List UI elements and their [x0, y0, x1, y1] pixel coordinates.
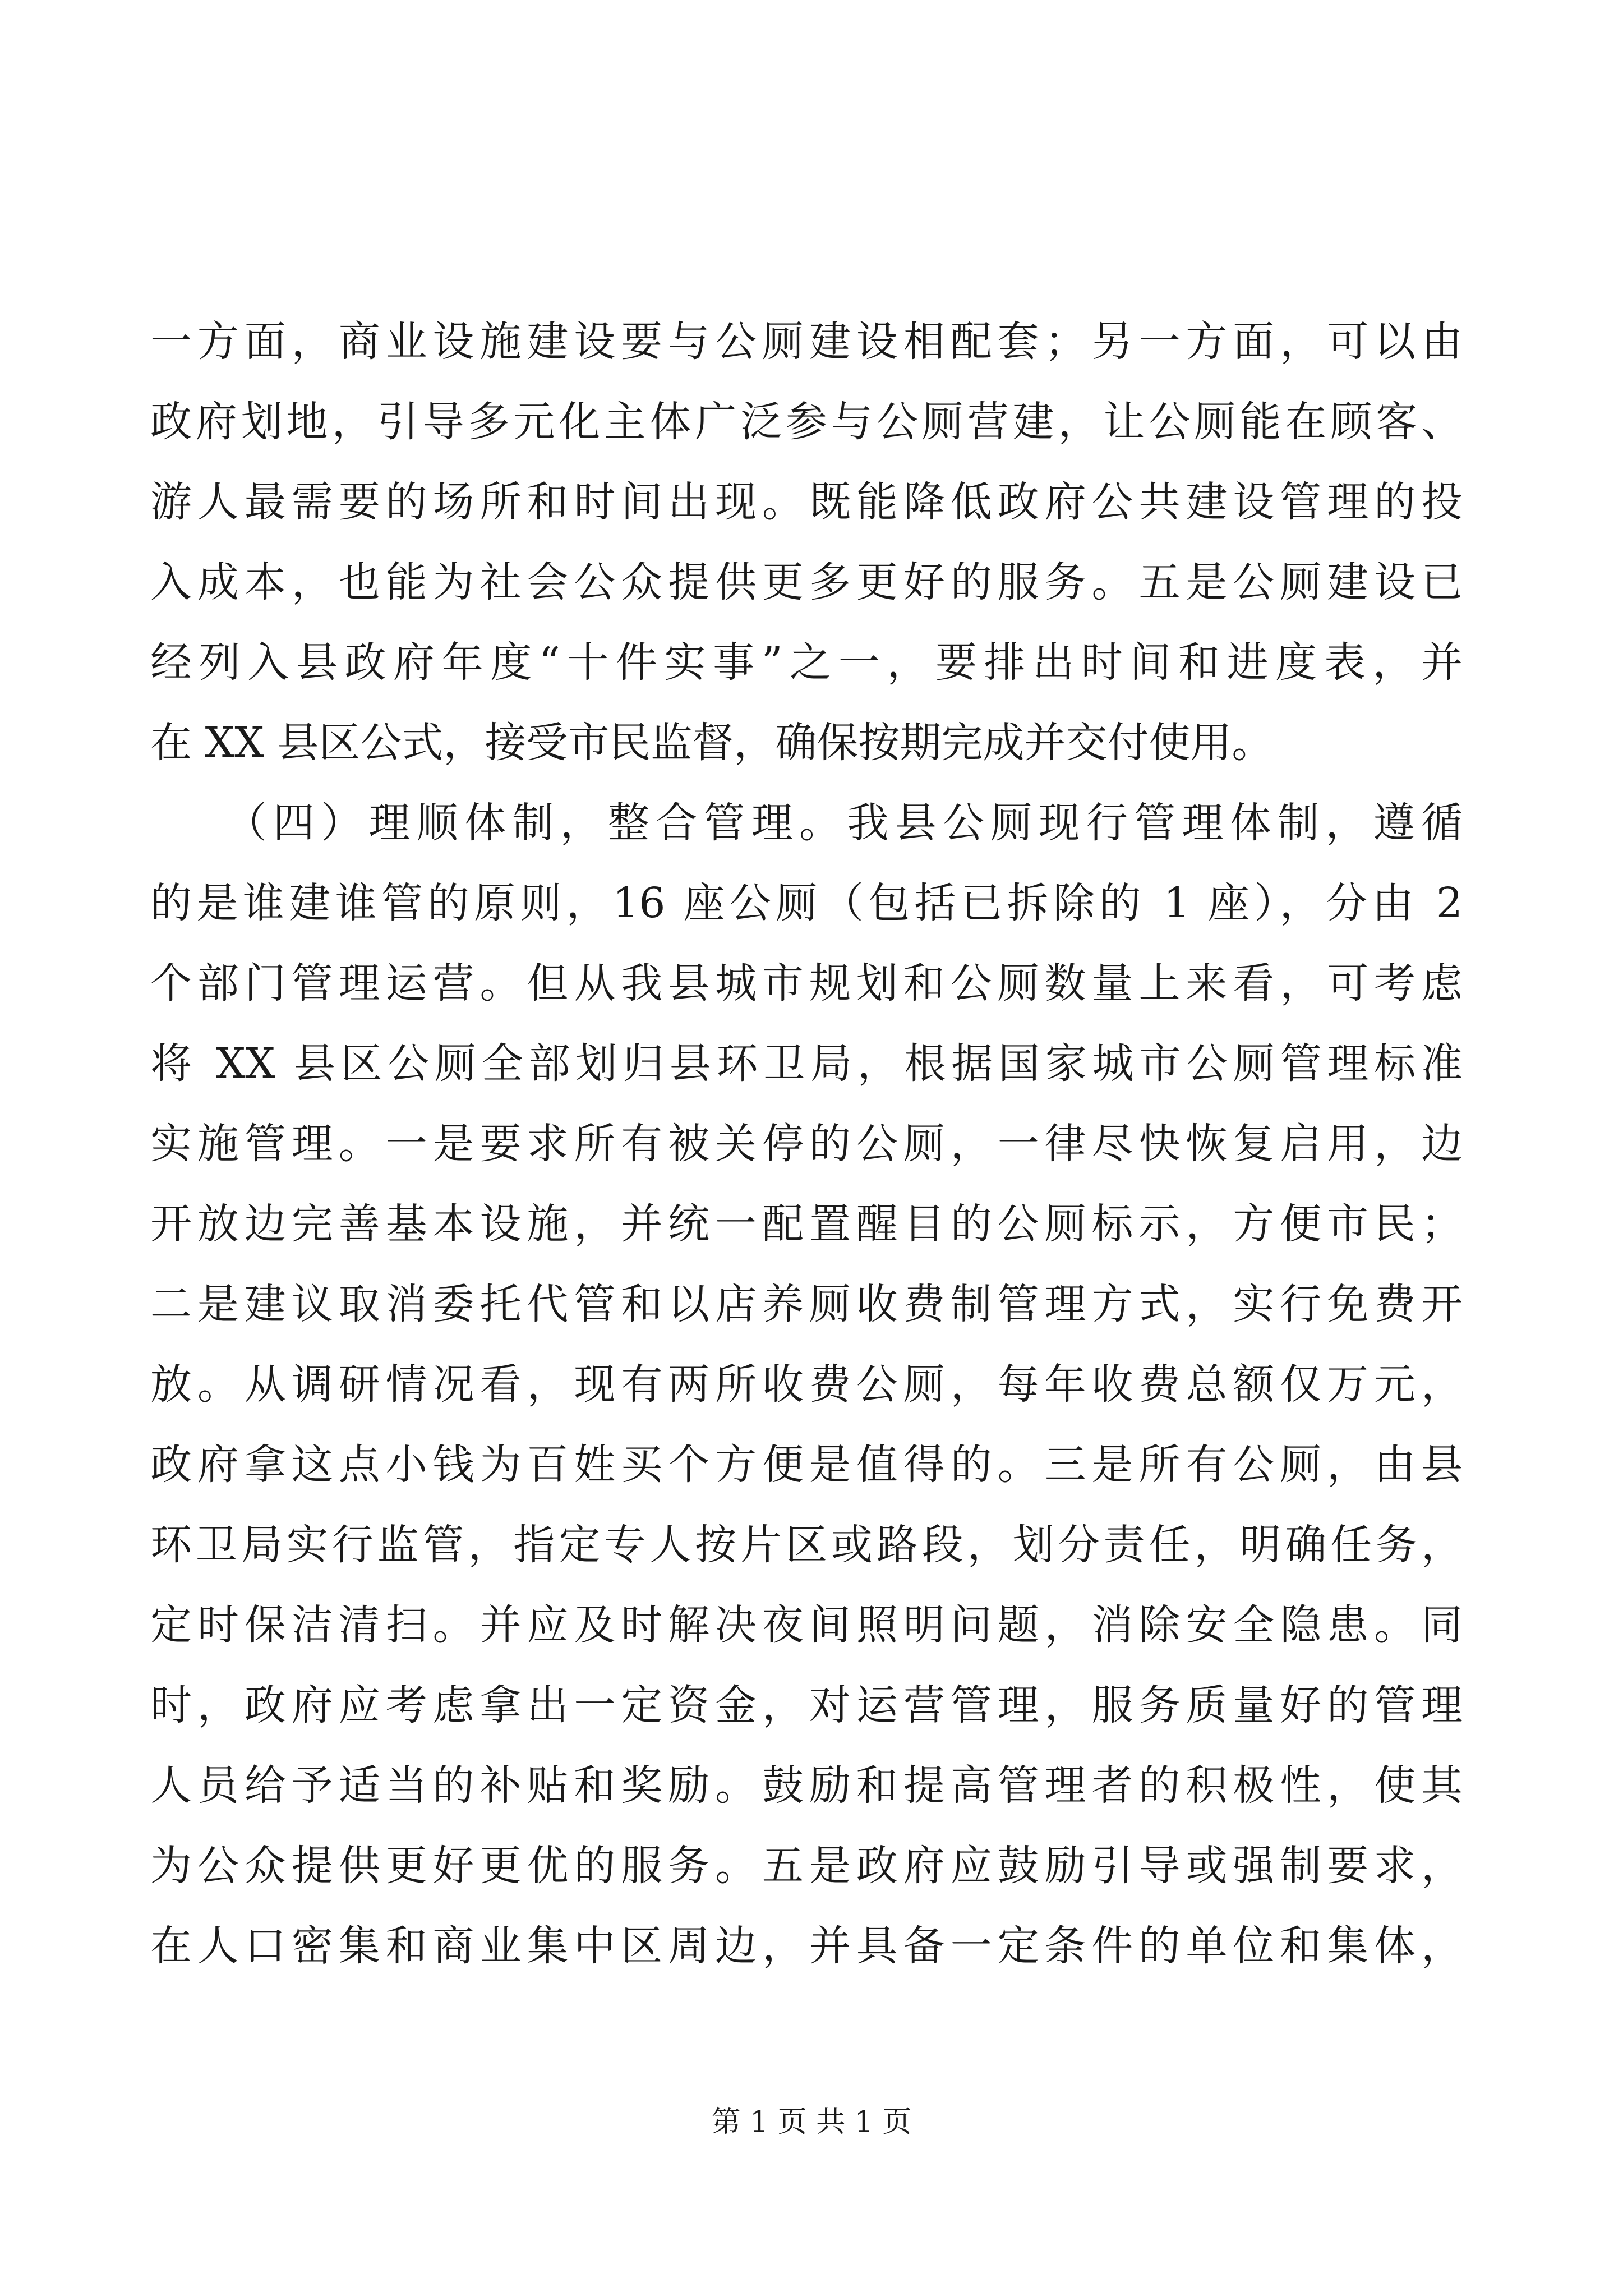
- text-line-21: 在人口密集和商业集中区周边，并具备一定条件的单位和集体，: [150, 1922, 1463, 1970]
- page-footer: 第 1 页 共 1 页: [711, 2105, 912, 2139]
- body-text: [150, 302, 1463, 1986]
- text-line-16: 环卫局实行监管，指定专人按片区或路段，划分责任，明确任务，: [150, 1521, 1463, 1569]
- text-line-8: 的是谁建谁管的原则，16 座公厕（包括已拆除的 1 座），分由 2: [150, 879, 1463, 927]
- text-line-12: 开放边完善基本设施，并统一配置醒目的公厕标示，方便市民；: [150, 1200, 1463, 1248]
- text-line-4: 入成本，也能为社会公众提供更多更好的服务。五是公厕建设已: [150, 558, 1463, 606]
- text-line-15: 政府拿这点小钱为百姓买个方便是值得的。三是所有公厕，由县: [150, 1441, 1463, 1489]
- text-line-10: 将 XX 县区公厕全部划归县环卫局，根据国家城市公厕管理标准: [150, 1039, 1463, 1088]
- text-line-13: 二是建议取消委托代管和以店养厕收费制管理方式，实行免费开: [150, 1280, 1463, 1328]
- text-line-17: 定时保洁清扫。并应及时解决夜间照明问题，消除安全隐患。同: [150, 1601, 1463, 1649]
- text-line-6: 在 XX 县区公式，接受市民监督，确保按期完成并交付使用。: [150, 719, 1274, 767]
- text-line-3: 游人最需要的场所和时间出现。既能降低政府公共建设管理的投: [150, 478, 1463, 526]
- text-line-19: 人员给予适当的补贴和奖励。鼓励和提高管理者的积极性，使其: [150, 1761, 1463, 1810]
- text-line-11: 实施管理。一是要求所有被关停的公厕，一律尽快恢复启用，边: [150, 1120, 1463, 1168]
- text-line-5: 经列入县政府年度“十件实事”之一，要排出时间和进度表，并: [150, 638, 1463, 687]
- text-line-2: 政府划地，引导多元化主体广泛参与公厕营建，让公厕能在顾客、: [150, 398, 1463, 446]
- text-line-14: 放。从调研情况看，现有两所收费公厕，每年收费总额仅万元，: [150, 1360, 1463, 1409]
- text-line-1: 一方面，商业设施建设要与公厕建设相配套；另一方面，可以由: [150, 318, 1463, 366]
- text-line-9: 个部门管理运营。但从我县城市规划和公厕数量上来看，可考虑: [150, 959, 1463, 1007]
- text-line-20: 为公众提供更好更优的服务。五是政府应鼓励引导或强制要求，: [150, 1842, 1463, 1890]
- text-line-18: 时，政府应考虑拿出一定资金，对运营管理，服务质量好的管理: [150, 1681, 1463, 1729]
- text-line-7: （四）理顺体制，整合管理。我县公厕现行管理体制，遵循: [150, 799, 1463, 847]
